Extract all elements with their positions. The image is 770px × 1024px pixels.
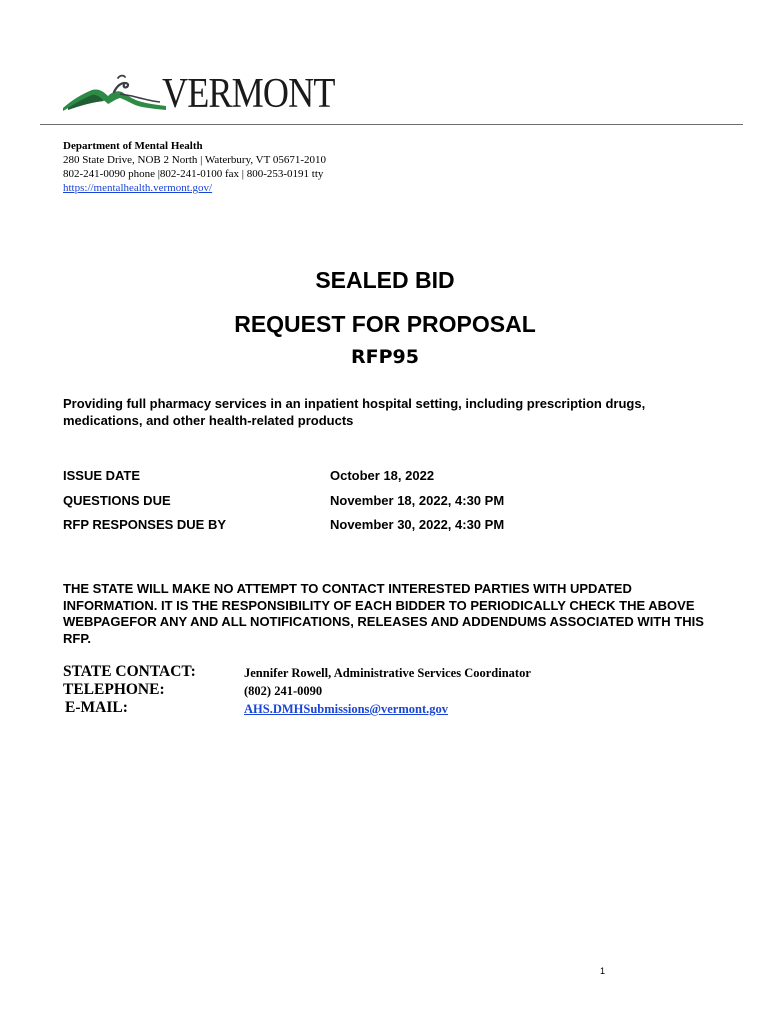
vermont-logo xyxy=(62,70,342,116)
department-website-link[interactable]: https://mentalhealth.vermont.gov/ xyxy=(63,182,213,194)
email-link[interactable]: AHS.DMHSubmissions@vermont.gov xyxy=(244,702,449,716)
telephone-value: (802) 241-0090 xyxy=(244,684,323,698)
date-label: QUESTIONS DUE xyxy=(63,492,171,508)
date-value: October 18, 2022 xyxy=(330,468,435,483)
date-label: ISSUE DATE xyxy=(63,468,141,483)
logo-wordmark: VERMONT xyxy=(162,71,335,117)
state-contact-value: Jennifer Rowell, Administrative Services Coordinator xyxy=(244,666,531,680)
department-phones: 802-241-0090 phone |802-241-0100 fax | 800-253-0191 tty xyxy=(63,168,324,180)
key-dates-table xyxy=(63,467,703,541)
email-label: E-MAIL: xyxy=(65,699,128,716)
mountain-logo-icon xyxy=(62,70,166,116)
date-row-responses xyxy=(63,516,703,541)
header-divider xyxy=(40,124,743,125)
state-contact-label: STATE CONTACT: xyxy=(63,663,196,680)
date-value: November 18, 2022, 4:30 PM xyxy=(330,492,505,508)
date-row-questions xyxy=(63,492,703,517)
page-number: 1 xyxy=(600,966,606,976)
department-block xyxy=(63,139,326,195)
title-request-for-proposal: REQUEST FOR PROPOSAL xyxy=(234,311,536,337)
telephone-label: TELEPHONE: xyxy=(63,681,165,698)
rfp-description: Providing full pharmacy services in an inpatient hospital setting, including prescription drugs, medications, and other health-related products xyxy=(63,396,646,428)
bidder-notice: THE STATE WILL MAKE NO ATTEMPT TO CONTACT INTERESTED PARTIES WITH UPDATED INFORMATION. IT IS THE RESPONSIBILITY OF EACH BIDDER TO PERIODICALLY CHECK THE ABOVE WEBPAGEFOR ANY AND ALL NOTIFICATIONS, RELEASES AND ADDENDUMS ASSOCIATED WITH THIS RFP. xyxy=(63,581,704,646)
title-sealed-bid: SEALED BID xyxy=(315,267,455,293)
date-row-issue xyxy=(63,467,703,492)
department-name: Department of Mental Health xyxy=(63,140,203,152)
department-address: 280 State Drive, NOB 2 North | Waterbury, VT 05671-2010 xyxy=(63,154,327,166)
rfp-number: RFP95 xyxy=(351,346,419,368)
date-label: RFP RESPONSES DUE BY xyxy=(63,517,227,532)
date-value: November 30, 2022, 4:30 PM xyxy=(330,517,505,532)
